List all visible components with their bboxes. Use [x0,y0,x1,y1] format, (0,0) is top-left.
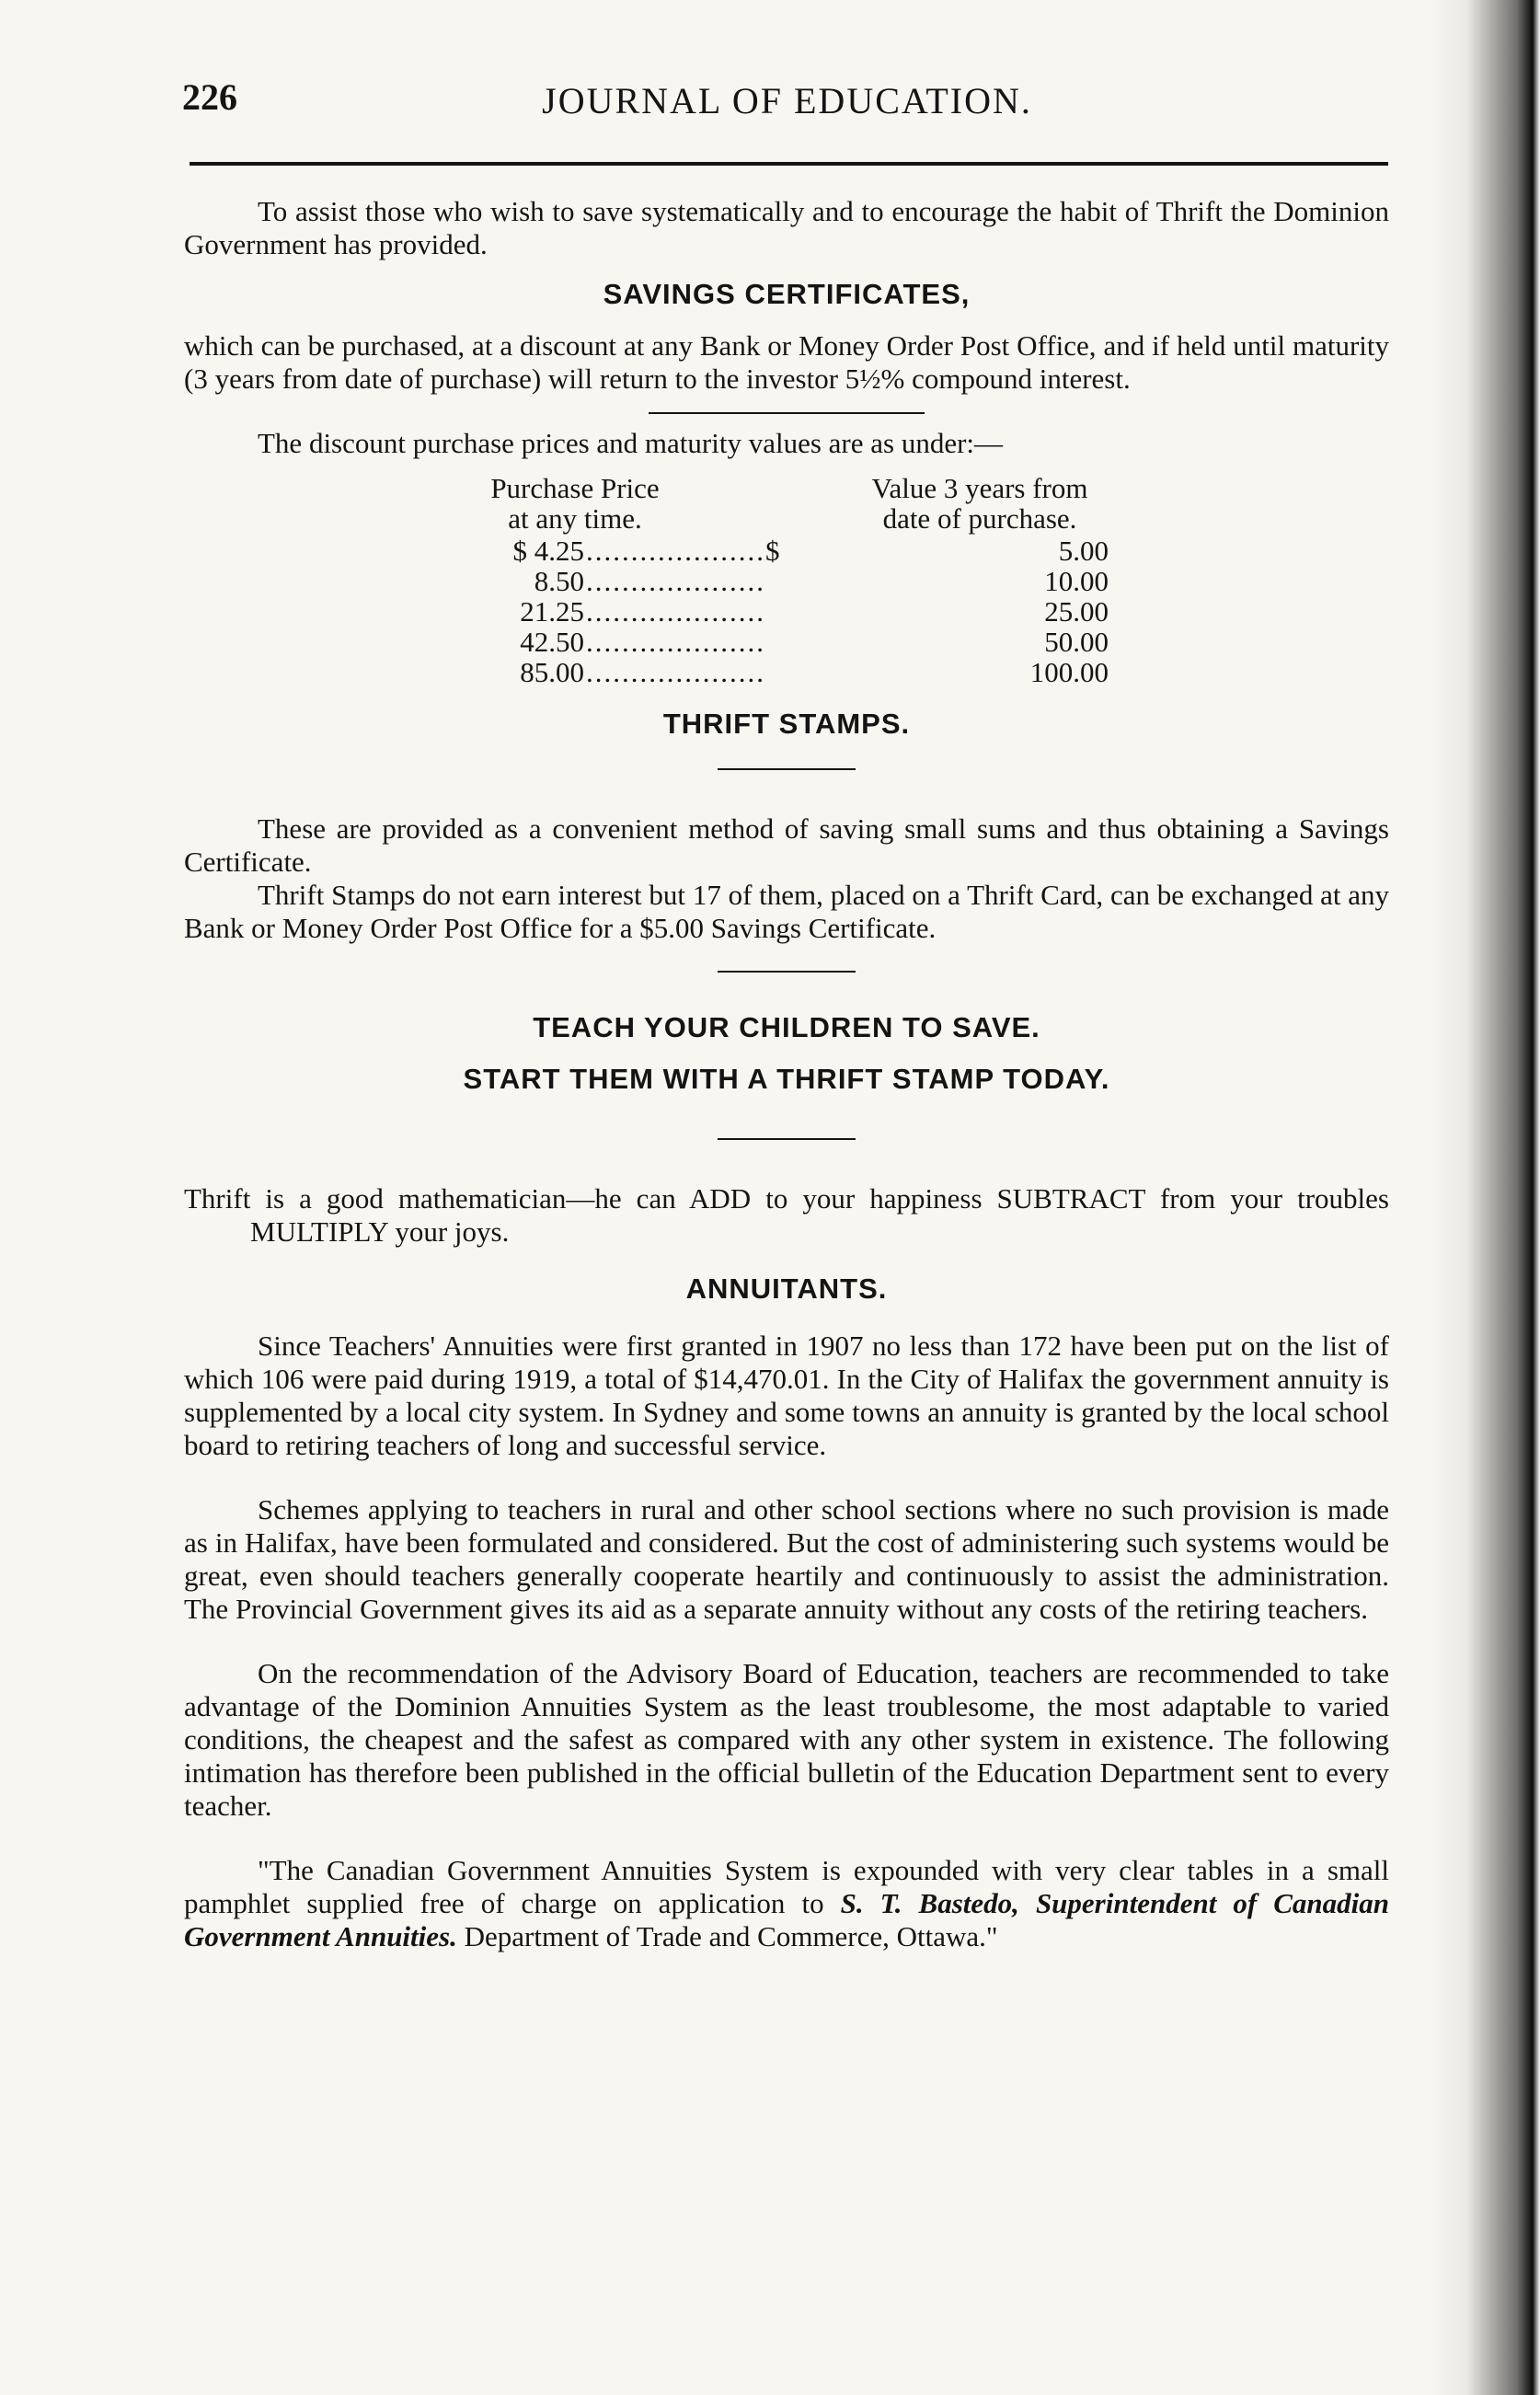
quote-text-end: Department of Trade and Commerce, Ottawa." [456,1920,998,1952]
stamps-paragraph-2: Thrift Stamps do not earn interest but 17 of them, placed on a Thrift Card, can be exchanged at any Bank or Money Order Post Office for a $5.00 Savings Certificate. [184,879,1389,944]
table-row [446,535,1109,566]
table-row [446,596,1109,627]
slogan-start-today: START THEM WITH A THRIFT STAMP TODAY. [463,1063,1110,1095]
leader-dots: ....................$ [586,535,782,566]
intro-paragraph: To assist those who wish to save systematically and to encourage the habit of Thrift the Dominion Government has provided. [184,195,1389,260]
quote-text-start: "The Canadian Government Annuities System is expounded with very clear tables in a small pamphlet supplied free of charge on application to [184,1854,1389,1919]
savings-certificates-heading: SAVINGS CERTIFICATES, [603,278,971,310]
purchase-price: 21.25 [520,595,584,628]
purchase-price: 8.50 [534,565,584,597]
thrift-stamps-heading: THRIFT STAMPS. [662,708,911,740]
table-row [446,627,1109,657]
table-row [446,657,1109,687]
purchase-price-header [446,473,704,534]
section-divider [718,971,856,973]
purchase-price: 42.50 [520,626,584,658]
leader-dots: .................... [586,596,765,627]
purchase-price-header-line2: at any time. [508,502,642,535]
purchase-price: 85.00 [520,656,584,688]
annuitants-paragraph-3: On the recommendation of the Advisory Board of Education, teachers are recommended to take advantage of the Dominion Annuities System as the least troublesome, the most adaptable to varied conditions, the cheapest and the safest as compared with any other system in existence. The following intimation has therefore been published in the official bulletin of the Education Department sent to every teacher. [184,1657,1389,1822]
thrift-maxim: Thrift is a good mathematician—he can ADD to your happiness SUBTRACT from your troubles MULTIPLY your joys. [184,1182,1389,1248]
annuitants-paragraph-1: Since Teachers' Annuities were first granted in 1907 no less than 172 have been put on the list of which 106 were paid during 1919, a total of $14,470.01. In the City of Halifax the government annuity is supplemented by a local city system. In Sydney and some towns an annuity is granted by the local school board to retiring teachers of long and successful service. [184,1330,1389,1461]
maturity-value: 5.00 [1058,535,1109,567]
table-header [446,473,1109,534]
leader-dots: .................... [586,627,765,657]
savings-paragraph: which can be purchased, at a discount at any Bank or Money Order Post Office, and if held until maturity (3 years from date of purchase) will return to the investor 5½% compound interest. [184,329,1389,395]
table-intro: The discount purchase prices and maturity values are as under:— [258,427,1004,459]
leader-dots: .................... [586,566,765,596]
page-number: 226 [182,76,237,118]
purchase-price: $ 4.25 [512,535,584,567]
quote-official-name: S. T. Bastedo, Superintendent of Canadian Government Annuities. [184,1887,1390,1952]
page-binding-edge [1430,0,1540,2395]
section-divider [718,768,856,770]
annuitants-quote [184,1854,1389,1953]
maturity-value-header [851,473,1109,534]
purchase-price-header-line1: Purchase Price [490,472,660,504]
maturity-table [446,473,1109,687]
annuitants-paragraph-2: Schemes applying to teachers in rural and other school sections where no such provision is made as in Halifax, have been formulated and considered. But the cost of administering such systems would be great, even should teachers generally cooperate heartily and continuously to assist the administration. The Provincial Government gives its aid as a separate annuity without any costs of the retiring teachers. [184,1493,1389,1625]
section-divider [649,412,925,414]
maturity-value: 100.00 [1029,656,1109,688]
running-title: JOURNAL OF EDUCATION. [542,80,1032,121]
annuitants-heading: ANNUITANTS. [685,1272,888,1305]
maturity-value: 50.00 [1044,626,1109,658]
table-row [446,566,1109,596]
maturity-value-header-line2: date of purchase. [882,502,1077,535]
leader-dots: .................... [586,657,765,687]
maturity-value: 10.00 [1044,565,1109,597]
header-rule [190,162,1388,166]
page-body [184,195,1389,1953]
maturity-value: 25.00 [1044,595,1109,628]
page-header [182,75,1392,131]
slogan-teach-children: TEACH YOUR CHILDREN TO SAVE. [533,1011,1040,1043]
section-divider [718,1138,856,1140]
maturity-value-header-line1: Value 3 years from [871,472,1088,504]
stamps-paragraph-1: These are provided as a convenient method of saving small sums and thus obtaining a Savings Certificate. [184,812,1389,878]
